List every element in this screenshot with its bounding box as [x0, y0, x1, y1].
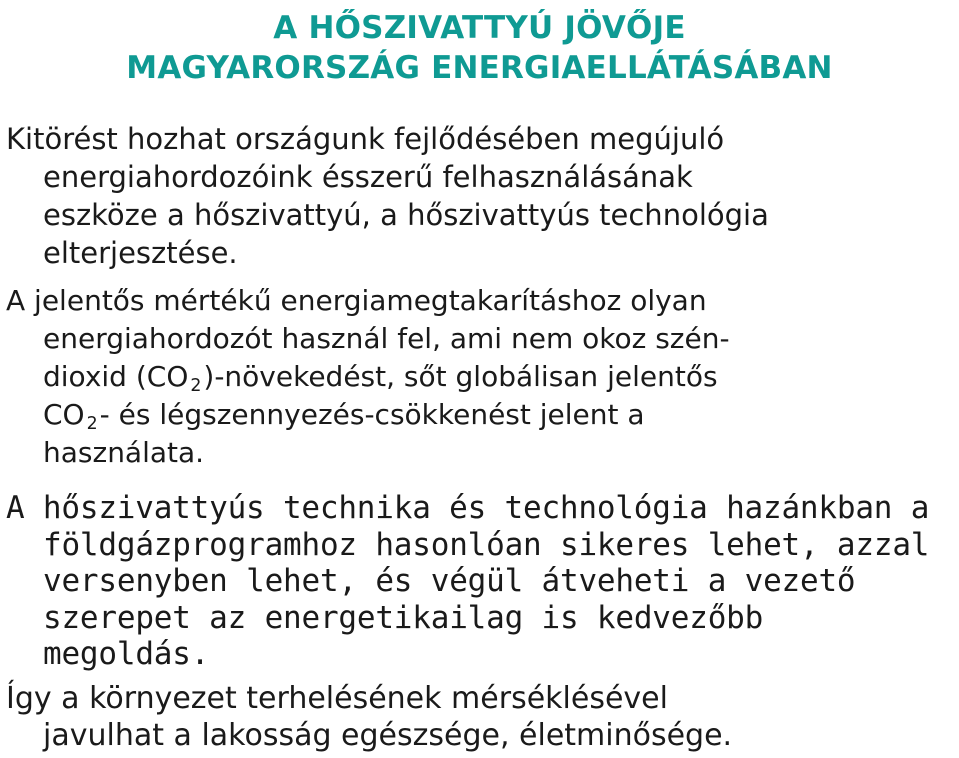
paragraph-1-line-3: eszköze a hőszivattyú, a hőszivattyús technológia: [43, 198, 769, 232]
paragraph-2-line-3: [6, 358, 956, 396]
paragraph-2: [6, 282, 956, 472]
co2-text-b: )-növekedést, sőt globálisan jelentős: [203, 360, 718, 393]
slide-title: [0, 8, 959, 88]
paragraph-2-line-4: [6, 396, 956, 434]
co2-text-a: dioxid (CO: [43, 360, 189, 393]
paragraph-4-line-1: Így a környezet terhelésének mérséklésével: [6, 681, 668, 716]
co2-subscript: 2: [190, 376, 202, 397]
paragraph-2-line-1: A jelentős mértékű energiamegtakarításhoz olyan: [6, 284, 707, 317]
paragraph-3: [6, 490, 956, 673]
co2-text-a: CO: [43, 398, 85, 431]
paragraph-3-line-5: megoldás.: [43, 636, 210, 672]
paragraph-2-line-5: használata.: [43, 436, 205, 469]
paragraph-3-line-2: földgázprogramhoz hasonlóan sikeres lehet, azzal: [43, 526, 930, 563]
paragraph-4-line-2: javulhat a lakosság egészsége, életminősége.: [43, 718, 733, 753]
paragraph-1: [6, 120, 956, 272]
paragraph-3-line-4: szerepet az energetikailag is kedvezőbb: [43, 599, 764, 636]
paragraph-4: [6, 680, 956, 754]
paragraph-3-line-1: A hőszivattyús technika és technológia hazánkban a: [6, 490, 930, 526]
co2-text-b: - és légszennyezés-csökkenést jelent a: [99, 398, 645, 431]
title-line-2: MAGYARORSZÁG ENERGIAELLÁTÁSÁBAN: [126, 50, 833, 86]
co2-subscript: 2: [86, 414, 98, 435]
paragraph-2-line-2: energiahordozót használ fel, ami nem okoz szén-: [43, 322, 730, 355]
paragraph-1-line-2: energiahordozóink ésszerű felhasználásának: [43, 160, 693, 194]
paragraph-3-line-3: versenyben lehet, és végül átveheti a vezető: [43, 563, 856, 599]
paragraph-1-line-1: Kitörést hozhat országunk fejlődésében megújuló: [6, 122, 725, 156]
title-line-1: A HŐSZIVATTYÚ JÖVŐJE: [273, 10, 686, 46]
paragraph-1-line-4: elterjesztése.: [43, 236, 238, 270]
